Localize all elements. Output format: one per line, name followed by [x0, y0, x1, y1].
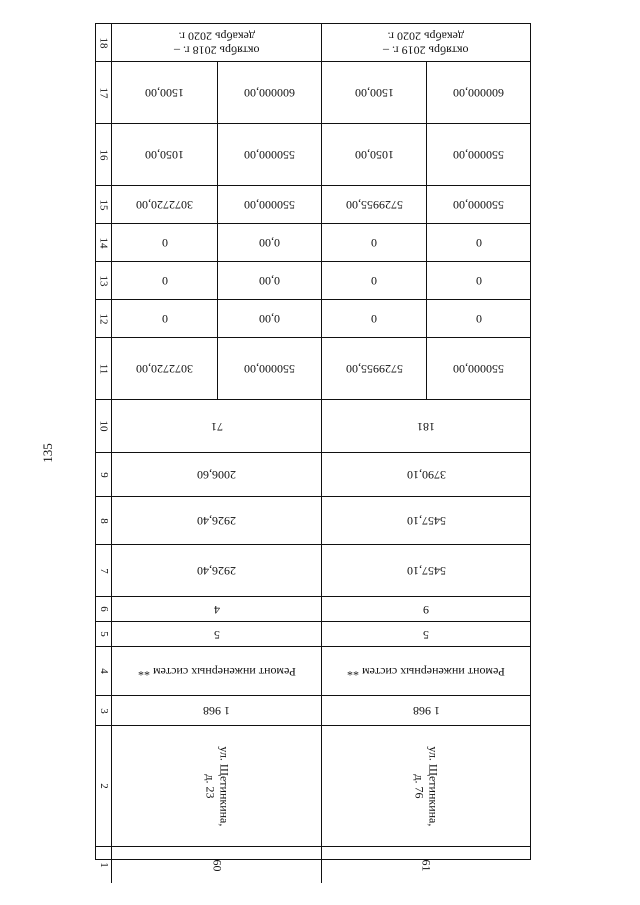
table-cell: 550000,00: [244, 362, 295, 376]
table-cell: 5: [213, 627, 220, 642]
table-cell: Ремонт инженерных систем **: [137, 664, 296, 679]
table-row-col-5: [96, 622, 530, 647]
table-cell: 2926,40: [197, 514, 236, 528]
table-cell: 0,00: [259, 274, 280, 288]
column-number: 8: [96, 497, 112, 544]
table-cell: 0: [371, 274, 377, 288]
column-number: 15: [96, 186, 112, 223]
table-cell: 0: [475, 312, 482, 326]
column-number: 1: [96, 847, 112, 883]
table-cell: 0: [371, 312, 377, 326]
table-row-col-13: [96, 262, 530, 300]
table-row-col-10: [96, 400, 530, 453]
table-cell: 550000,00: [244, 198, 295, 212]
table-cell: 1050,00: [145, 148, 184, 162]
table-cell: 0,00: [259, 236, 280, 250]
table-row-col-7: [96, 545, 530, 597]
column-number: 11: [96, 338, 112, 399]
column-number: 5: [96, 622, 112, 646]
table-cell: Ремонт инженерных систем **: [347, 664, 505, 679]
table-row-col-18: [96, 24, 530, 62]
table-cell: 1 968: [203, 704, 230, 718]
table-cell-address: ул. Щетинкина, д. 23: [202, 746, 231, 826]
table-cell: 600000,00: [453, 86, 504, 100]
table-cell: 71: [210, 419, 223, 434]
table-cell: 0: [161, 236, 168, 250]
column-number: 13: [96, 262, 112, 299]
table-cell: 1 968: [412, 704, 440, 718]
table-row-col-16: [96, 124, 530, 186]
column-number: 9: [96, 453, 112, 496]
column-number: 16: [96, 124, 112, 185]
column-number: 14: [96, 224, 112, 261]
table-cell: 0: [161, 312, 168, 326]
table-cell: 5: [423, 627, 429, 642]
table-cell: 550000,00: [453, 198, 504, 212]
table-cell: 3072720,00: [136, 198, 193, 212]
table-cell: 0: [161, 274, 168, 288]
column-number: 10: [96, 400, 112, 452]
table-cell-index: 61: [419, 859, 434, 871]
table-cell: 5729955,00: [345, 198, 403, 212]
table-cell: октябрь 2018 г. – декабрь 2020 г.: [173, 29, 260, 58]
table-cell: 4: [213, 602, 220, 617]
table-cell: 0: [475, 236, 482, 250]
table-cell: 1050,00: [354, 148, 394, 162]
table-row-col-3: [96, 696, 530, 726]
column-number: 18: [96, 24, 112, 61]
table-row-col-12: [96, 300, 530, 338]
table-cell: 550000,00: [244, 148, 295, 162]
table-row-col-1: [96, 847, 530, 883]
table-row-col-14: [96, 224, 530, 262]
table-cell: 550000,00: [453, 362, 504, 376]
table-row-col-9: [96, 453, 530, 497]
table-cell: 0: [371, 236, 377, 250]
data-table: [95, 23, 531, 871]
page-number: 135: [40, 443, 55, 463]
table-cell: 9: [423, 602, 429, 617]
table-cell: 3072720,00: [136, 362, 193, 376]
table-cell: 3790,10: [406, 468, 446, 482]
table-cell: 5729955,00: [345, 362, 403, 376]
table-row-col-8: [96, 497, 530, 545]
column-number: 7: [96, 545, 112, 596]
column-number: 12: [96, 300, 112, 337]
table-row-col-17: [96, 62, 530, 124]
table-cell: 5457,10: [406, 564, 446, 578]
table-cell: 0: [475, 274, 482, 288]
table-cell: 600000,00: [244, 86, 295, 100]
table-cell-index: 60: [210, 859, 224, 871]
column-number: 2: [96, 726, 112, 846]
table-cell: 0,00: [259, 312, 280, 326]
column-number: 6: [96, 597, 112, 621]
table-row-col-15: [96, 186, 530, 224]
table-row-col-2: [96, 726, 530, 847]
table-row-col-4: [96, 647, 530, 696]
table-cell: 5457,10: [406, 514, 446, 528]
table-cell: октябрь 2019 г. – декабрь 2020 г.: [383, 29, 469, 58]
table-cell: 2006,60: [197, 468, 236, 482]
table-cell: 2926,40: [197, 564, 236, 578]
table-cell: 181: [417, 419, 435, 434]
table-cell: 1500,00: [145, 86, 184, 100]
column-number: 3: [96, 696, 112, 725]
table-cell: 550000,00: [453, 148, 504, 162]
table-cell: 1500,00: [354, 86, 394, 100]
column-number: 4: [96, 647, 112, 695]
table-row-col-11: [96, 338, 530, 400]
column-number: 17: [96, 62, 112, 123]
table-row-col-6: [96, 597, 530, 622]
table-cell-address: ул. Щетинкина, д. 76: [411, 746, 441, 826]
